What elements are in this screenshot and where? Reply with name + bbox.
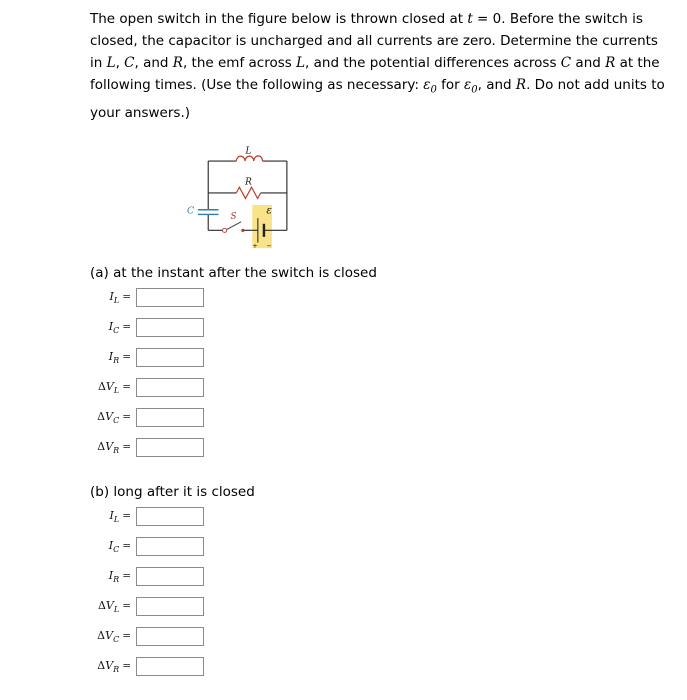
field-label-ic: $I_C$ = <box>108 319 131 335</box>
answer-input-b-ic[interactable] <box>136 537 204 556</box>
answer-row <box>90 437 687 458</box>
circuit-figure <box>182 146 300 251</box>
field-label-ir: $I_R$ = <box>108 349 131 365</box>
part-a-rows <box>90 287 687 458</box>
field-label-dvr: $\Delta V_R$ = <box>97 439 131 455</box>
answer-row <box>90 656 687 677</box>
field-label-dvl: $\Delta V_L$ = <box>97 598 131 614</box>
field-label-dvl: $\Delta V_L$ = <box>97 379 131 395</box>
answer-row <box>90 566 687 587</box>
resistor-icon <box>236 187 260 198</box>
field-label-ir: $I_R$ = <box>108 568 131 584</box>
answer-row <box>90 536 687 557</box>
answer-input-b-dvr[interactable] <box>136 657 204 676</box>
answer-input-b-ir[interactable] <box>136 567 204 586</box>
resistor-label: R <box>245 177 252 188</box>
answer-input-b-il[interactable] <box>136 507 204 526</box>
capacitor-icon <box>198 209 219 214</box>
answer-input-a-dvc[interactable] <box>136 408 204 427</box>
answer-row <box>90 626 687 647</box>
part-a-heading: (a) at the instant after the switch is closed <box>90 264 377 281</box>
battery-minus-sign: − <box>266 241 272 250</box>
inductor-icon <box>236 156 262 161</box>
field-label-dvr: $\Delta V_R$ = <box>97 658 131 674</box>
answer-input-a-ir[interactable] <box>136 348 204 367</box>
problem-statement: The open switch in the figure below is thrown closed at t = 0. Before the switch is closed, the capacitor is uncharged and all currents are zero. Determine the currents in L, C, and R, the emf across L, and the potential differences across C and R at the following times. (Use the following as necessary: $\varepsilon_0$ for $\varepsilon_0$, and R. Do not add units to your answers.) <box>90 11 665 121</box>
answer-input-a-dvr[interactable] <box>136 438 204 457</box>
field-label-il: $I_L$ = <box>109 508 131 524</box>
circuit-diagram <box>182 146 300 251</box>
answer-input-a-il[interactable] <box>136 288 204 307</box>
emf-label: ε <box>266 204 272 217</box>
switch-icon <box>223 222 245 232</box>
field-label-dvc: $\Delta V_C$ = <box>97 409 131 425</box>
answer-row <box>90 407 687 428</box>
switch-label: S <box>230 211 237 222</box>
answer-input-a-ic[interactable] <box>136 318 204 337</box>
field-label-ic: $I_C$ = <box>108 538 131 554</box>
capacitor-label: C <box>187 205 195 217</box>
field-label-dvc: $\Delta V_C$ = <box>97 628 131 644</box>
part-b-heading: (b) long after it is closed <box>90 483 255 500</box>
answer-input-b-dvc[interactable] <box>136 627 204 646</box>
field-label-il: $I_L$ = <box>109 289 131 305</box>
answer-row <box>90 287 687 308</box>
answer-row <box>90 347 687 368</box>
part-a-section <box>90 265 687 458</box>
battery-plus-sign: + <box>252 241 258 250</box>
part-b-section <box>90 484 687 677</box>
answer-row <box>90 506 687 527</box>
answer-row <box>90 317 687 338</box>
answer-input-a-dvl[interactable] <box>136 378 204 397</box>
answer-row <box>90 377 687 398</box>
answer-input-b-dvl[interactable] <box>136 597 204 616</box>
answer-row <box>90 596 687 617</box>
inductor-label: L <box>245 146 252 157</box>
part-b-rows <box>90 506 687 677</box>
